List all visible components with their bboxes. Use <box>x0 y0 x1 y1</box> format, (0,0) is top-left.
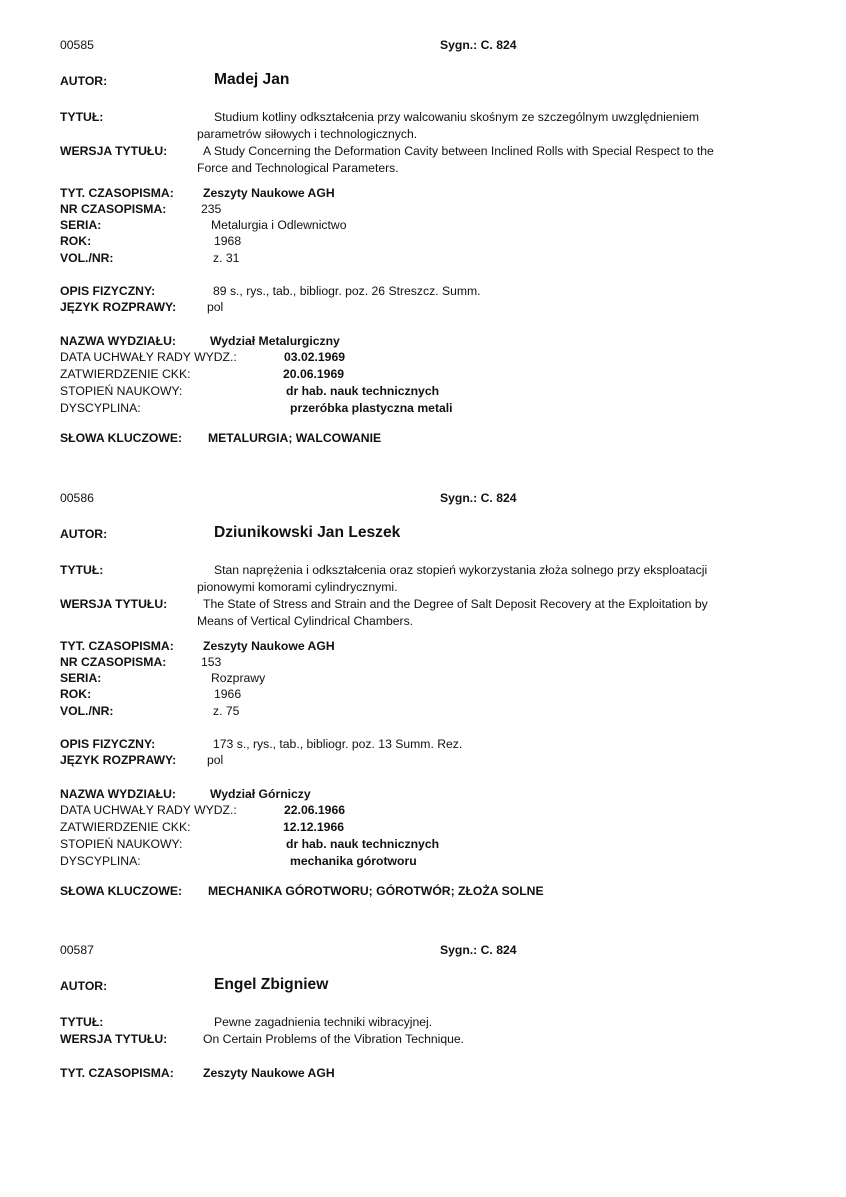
degree: dr hab. nauk technicznych <box>286 837 440 851</box>
label-tytul: TYTUŁ: <box>60 563 104 577</box>
signature: Sygn.: C. 824 <box>440 38 517 52</box>
label-data-uchwaly: DATA UCHWAŁY RADY WYDZ.: <box>60 350 237 364</box>
label-seria: SERIA: <box>60 218 102 232</box>
physical-description: 173 s., rys., tab., bibliogr. poz. 13 Summ. Rez. <box>213 737 463 751</box>
title-line-1: Studium kotliny odkształcenia przy walcowaniu skośnym ze szczególnym uwzględnieniem <box>214 110 700 124</box>
journal-title: Zeszyty Naukowe AGH <box>203 186 335 200</box>
language: pol <box>207 300 224 314</box>
label-wersja: WERSJA TYTUŁU: <box>60 597 168 611</box>
author-name: Engel Zbigniew <box>214 976 329 993</box>
volume: z. 75 <box>213 704 240 718</box>
title-line-2: pionowymi komorami cylindrycznymi. <box>197 580 398 594</box>
label-wydzial: NAZWA WYDZIAŁU: <box>60 787 176 801</box>
label-jezyk: JĘZYK ROZPRAWY: <box>60 753 177 767</box>
label-data-uchwaly: DATA UCHWAŁY RADY WYDZ.: <box>60 803 237 817</box>
series: Metalurgia i Odlewnictwo <box>211 218 347 232</box>
label-rok: ROK: <box>60 687 92 701</box>
label-jezyk: JĘZYK ROZPRAWY: <box>60 300 177 314</box>
label-czasopismo: TYT. CZASOPISMA: <box>60 639 174 653</box>
label-zatwierdzenie: ZATWIERDZENIE CKK: <box>60 820 191 834</box>
label-nr: NR CZASOPISMA: <box>60 202 167 216</box>
resolution-date: 03.02.1969 <box>284 350 345 364</box>
record-id: 00585 <box>60 38 94 52</box>
label-czasopismo: TYT. CZASOPISMA: <box>60 186 174 200</box>
title-version-line-2: Force and Technological Parameters. <box>197 161 399 175</box>
label-autor: AUTOR: <box>60 979 108 993</box>
degree: dr hab. nauk technicznych <box>286 384 440 398</box>
year: 1968 <box>214 234 242 248</box>
title-line-1: Stan naprężenia i odkształcenia oraz stopień wykorzystania złoża solnego przy eksploatacji <box>214 563 708 577</box>
label-wersja: WERSJA TYTUŁU: <box>60 1032 168 1046</box>
label-stopien: STOPIEŃ NAUKOWY: <box>60 384 183 398</box>
resolution-date: 22.06.1966 <box>284 803 345 817</box>
label-autor: AUTOR: <box>60 74 108 88</box>
journal-number: 153 <box>201 655 222 669</box>
label-nr: NR CZASOPISMA: <box>60 655 167 669</box>
label-autor: AUTOR: <box>60 527 108 541</box>
journal-number: 235 <box>201 202 222 216</box>
title-version-line-1: On Certain Problems of the Vibration Technique. <box>203 1032 465 1046</box>
signature: Sygn.: C. 824 <box>440 943 517 957</box>
author-name: Madej Jan <box>214 71 290 88</box>
label-tytul: TYTUŁ: <box>60 1015 104 1029</box>
signature: Sygn.: C. 824 <box>440 491 517 505</box>
title-version-line-2: Means of Vertical Cylindrical Chambers. <box>197 614 414 628</box>
label-stopien: STOPIEŃ NAUKOWY: <box>60 837 183 851</box>
volume: z. 31 <box>213 251 240 265</box>
keywords: METALURGIA; WALCOWANIE <box>208 431 382 445</box>
title-line-2: parametrów siłowych i technologicznych. <box>197 127 418 141</box>
language: pol <box>207 753 224 767</box>
label-opis: OPIS FIZYCZNY: <box>60 737 156 751</box>
discipline: przeróbka plastyczna metali <box>290 401 453 415</box>
faculty: Wydział Górniczy <box>210 787 311 801</box>
title-version-line-1: A Study Concerning the Deformation Cavity between Inclined Rolls with Special Respect to the <box>203 144 714 158</box>
faculty: Wydział Metalurgiczny <box>210 334 340 348</box>
journal-title: Zeszyty Naukowe AGH <box>203 1066 335 1080</box>
label-opis: OPIS FIZYCZNY: <box>60 284 156 298</box>
label-wydzial: NAZWA WYDZIAŁU: <box>60 334 176 348</box>
label-rok: ROK: <box>60 234 92 248</box>
approval-date: 20.06.1969 <box>283 367 344 381</box>
label-vol: VOL./NR: <box>60 251 114 265</box>
label-slowa: SŁOWA KLUCZOWE: <box>60 884 183 898</box>
record-id: 00587 <box>60 943 94 957</box>
label-dyscyplina: DYSCYPLINA: <box>60 854 141 868</box>
author-name: Dziunikowski Jan Leszek <box>214 524 401 541</box>
record-id: 00586 <box>60 491 94 505</box>
label-vol: VOL./NR: <box>60 704 114 718</box>
label-wersja: WERSJA TYTUŁU: <box>60 144 168 158</box>
approval-date: 12.12.1966 <box>283 820 344 834</box>
label-tytul: TYTUŁ: <box>60 110 104 124</box>
year: 1966 <box>214 687 242 701</box>
keywords: MECHANIKA GÓROTWORU; GÓROTWÓR; ZŁOŻA SOLNE <box>208 884 544 898</box>
label-zatwierdzenie: ZATWIERDZENIE CKK: <box>60 367 191 381</box>
title-line-1: Pewne zagadnienia techniki wibracyjnej. <box>214 1015 433 1029</box>
label-seria: SERIA: <box>60 671 102 685</box>
label-czasopismo: TYT. CZASOPISMA: <box>60 1066 174 1080</box>
title-version-line-1: The State of Stress and Strain and the Degree of Salt Deposit Recovery at the Exploitation by <box>203 597 708 611</box>
physical-description: 89 s., rys., tab., bibliogr. poz. 26 Streszcz. Summ. <box>213 284 481 298</box>
discipline: mechanika górotworu <box>290 854 417 868</box>
journal-title: Zeszyty Naukowe AGH <box>203 639 335 653</box>
label-dyscyplina: DYSCYPLINA: <box>60 401 141 415</box>
label-slowa: SŁOWA KLUCZOWE: <box>60 431 183 445</box>
series: Rozprawy <box>211 671 266 685</box>
